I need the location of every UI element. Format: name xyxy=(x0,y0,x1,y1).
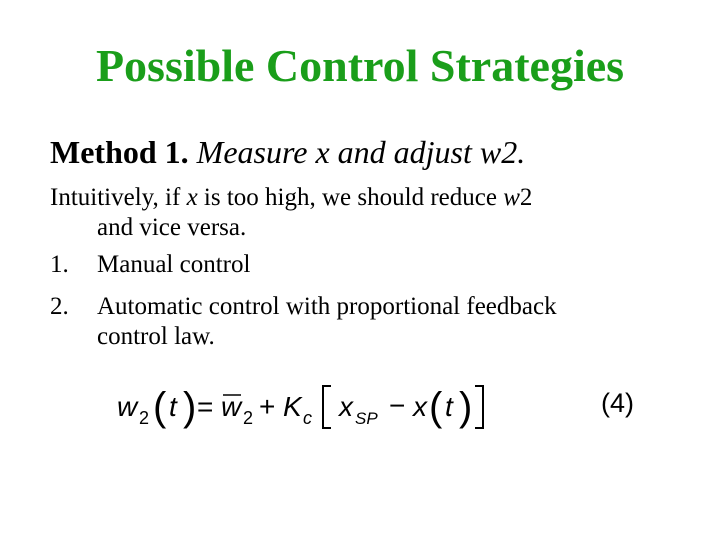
method-label: Method 1. xyxy=(50,134,189,170)
eq-minus: − xyxy=(389,390,406,421)
eq-lhs-sub: 2 xyxy=(139,408,150,428)
list-number: 1. xyxy=(50,251,69,278)
eq-lhs-arg: t xyxy=(169,391,177,422)
eq-plus: + xyxy=(259,391,276,422)
method-heading xyxy=(50,132,525,172)
eq-sp-var: x xyxy=(339,391,353,422)
control-law-equation xyxy=(113,378,673,438)
list-text: Manual control xyxy=(97,251,251,278)
eq-paren-open-2: ( xyxy=(429,385,443,429)
intro-line-2: and vice versa. xyxy=(97,214,247,241)
eq-paren-open: ( xyxy=(153,385,167,429)
intro-line-1 xyxy=(50,183,670,213)
slide-title: Possible Control Strategies xyxy=(95,40,625,91)
slide-body xyxy=(50,183,670,352)
eq-meas-arg: t xyxy=(445,391,453,422)
list-item xyxy=(50,292,670,322)
equation-graphic xyxy=(113,378,593,438)
intro-var-w: w xyxy=(503,184,520,211)
eq-gain: K xyxy=(283,391,302,422)
intro-text-b: is too high, we should reduce xyxy=(197,184,504,211)
eq-equals: = xyxy=(197,391,214,422)
eq-lhs-var: w xyxy=(117,391,138,422)
eq-bracket-close xyxy=(475,386,483,428)
list-text: Automatic control with proportional feedback xyxy=(97,293,557,320)
list-number: 2. xyxy=(50,293,69,320)
intro-text-a: Intuitively, if xyxy=(50,184,187,211)
intro-var-x: x xyxy=(186,184,198,211)
eq-bracket-open xyxy=(323,386,331,428)
eq-sp-sub: SP xyxy=(355,409,378,428)
eq-gain-sub: c xyxy=(303,408,312,428)
intro-var-w-index: 2 xyxy=(519,184,533,211)
list-item xyxy=(50,250,670,280)
list-continuation: control law. xyxy=(97,323,215,350)
equation-number: (4) xyxy=(601,388,634,418)
eq-paren-close-2: ) xyxy=(459,385,473,429)
eq-meas-var: x xyxy=(413,391,427,422)
eq-bar-var: w xyxy=(221,391,242,422)
eq-paren-close: ) xyxy=(183,385,197,429)
method-description: Measure x and adjust w2. xyxy=(196,134,526,170)
eq-bar-sub: 2 xyxy=(243,408,254,428)
